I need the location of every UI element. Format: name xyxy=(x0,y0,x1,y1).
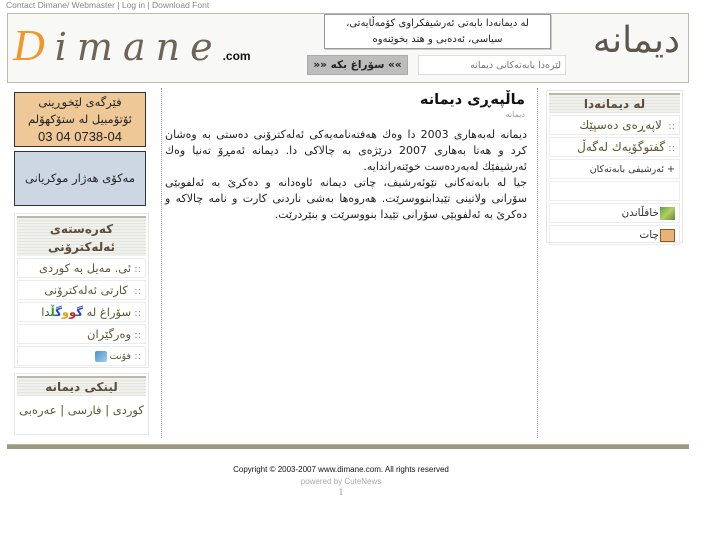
panel-title: لینکی دیمانه xyxy=(17,376,146,396)
bullet-icon: :: xyxy=(131,264,141,275)
bullet-icon: :: xyxy=(131,351,141,362)
tagline-line1: له دیمانه‌دا بابه‌تی ئه‌رشیفکراوی کۆمه‌ڵایه‌تی، xyxy=(346,18,529,29)
header-banner xyxy=(7,13,689,83)
copyright-text: Copyright © 2003-2007 www.dimane.com. All rights reserved xyxy=(233,465,449,474)
article-paragraph-1: دیمانه له‌به‌هاری 2003 دا وه‌ك هه‌فته‌نامه‌یه‌کی ئه‌له‌کترۆنی ده‌ستی به‌ وه‌شان کرد و هه‌تا به‌هاری 2007 درێژه‌ی به چالاکی دا. دیمانه ئه‌مڕۆ ته‌نیا وه‌ك ئه‌رشیفێك له‌به‌رده‌ست خوێنه‌راندایه. xyxy=(165,128,527,173)
footer-bar xyxy=(7,444,689,449)
homepage-link[interactable]: :: لاپه‌ڕه‌ی ده‌سپێك xyxy=(549,115,680,135)
article-subtitle: دیمانه xyxy=(505,110,525,119)
font-link[interactable]: :: فۆنت xyxy=(17,346,146,366)
column-divider-right xyxy=(537,88,538,438)
panel-title: له دیمانه‌دا xyxy=(549,93,680,113)
driving-school-ad[interactable] xyxy=(14,92,146,147)
download-font-link[interactable]: Download Font xyxy=(152,0,210,10)
kurdish-link[interactable]: کوردی xyxy=(112,403,144,417)
article-paragraph-2: جیا له بابه‌ته‌کانی نێوئه‌رشیف، چاتی دیمانه ئاوه‌دانه و ده‌کرێ به ئه‌لفوبێی سۆرانی ولاتینی تێیدابنووسرێت. هه‌روه‌ها به‌شی ناردنی کارت و نامه چالاکه و ده‌کرێ به ئه‌لفوبێی سۆرانی تێیدا بنووسرێت و بنێردرێت. xyxy=(165,176,527,221)
logo-suffix: .com xyxy=(222,49,251,63)
tagline-box xyxy=(324,14,551,49)
tagline-line2: سیاسی، ئه‌ده‌بی و هتد بخوێنه‌وه xyxy=(372,34,503,45)
logo-text: imane xyxy=(54,25,223,69)
ad1-line2: ئۆتۆمبیل له ستۆکهۆلم xyxy=(28,112,132,126)
bullet-icon: :: xyxy=(131,308,141,319)
powered-by-link[interactable]: powered by CuteNews xyxy=(300,477,382,486)
kurdish-email-link[interactable]: :: ئی. مه‌یل به کوردی xyxy=(17,258,146,278)
column-divider-left xyxy=(161,88,162,438)
farsi-link[interactable]: فارسی xyxy=(67,403,102,417)
chat-icon xyxy=(660,229,675,242)
bullet-icon: :: xyxy=(127,286,141,297)
interview-link[interactable]: :: گفتوگۆیه‌ك له‌گه‌ڵ xyxy=(549,137,680,157)
games-link[interactable]: خافڵاندن xyxy=(549,203,680,223)
plus-icon: + xyxy=(667,164,675,175)
ad1-line1: فێرگه‌ی لێخوڕینی xyxy=(38,95,122,109)
empty-slot xyxy=(549,181,680,201)
site-name-arabic: دیمانه xyxy=(592,20,680,61)
electronic-tools-panel xyxy=(14,213,149,368)
language-links: کوردی | فارسی | عه‌ره‌بی xyxy=(19,403,144,417)
in-dimane-panel xyxy=(546,90,683,243)
search-button[interactable]: »» سۆراغ بکه «« xyxy=(307,55,408,75)
page-number: 1 xyxy=(338,488,344,497)
arabic-link[interactable]: عه‌ره‌بی xyxy=(19,403,57,417)
main-article xyxy=(165,92,527,223)
bullet-icon: :: xyxy=(665,143,675,154)
font-icon xyxy=(95,351,107,362)
search-input[interactable] xyxy=(418,55,566,75)
translation-link[interactable]: :: وه‌رگێران xyxy=(17,324,146,344)
article-title: ماڵپه‌ڕی دیمانه xyxy=(419,92,525,108)
logo-initial: D xyxy=(13,21,55,70)
archive-link[interactable]: + ئه‌رشیفی بابه‌ته‌کان xyxy=(549,159,680,179)
panel-title: که‌ره‌سته‌ی ئه‌له‌کترۆنی xyxy=(17,216,146,256)
ad1-phone: 0738-04 04 03 xyxy=(38,129,122,144)
dimane-links-panel xyxy=(14,373,149,435)
game-icon xyxy=(660,207,675,220)
bullet-icon: :: xyxy=(661,121,675,132)
google-search-link[interactable]: :: سۆراغ له گووگڵدا xyxy=(17,302,146,322)
contact-link[interactable]: Contact Dimane/ Webmaster xyxy=(6,0,115,10)
ecard-link[interactable]: :: کارتی ئه‌له‌کترۆنی xyxy=(17,280,146,300)
top-links: Contact Dimane/ Webmaster | Log in | Download Font xyxy=(6,0,210,10)
site-logo[interactable] xyxy=(13,20,251,71)
bullet-icon: :: xyxy=(131,330,141,341)
chat-link[interactable]: چات xyxy=(549,225,680,245)
hazhar-mukriyani-ad[interactable]: مه‌کۆی هه‌ژار موکریانی xyxy=(14,151,146,206)
login-link[interactable]: Log in xyxy=(121,0,146,10)
